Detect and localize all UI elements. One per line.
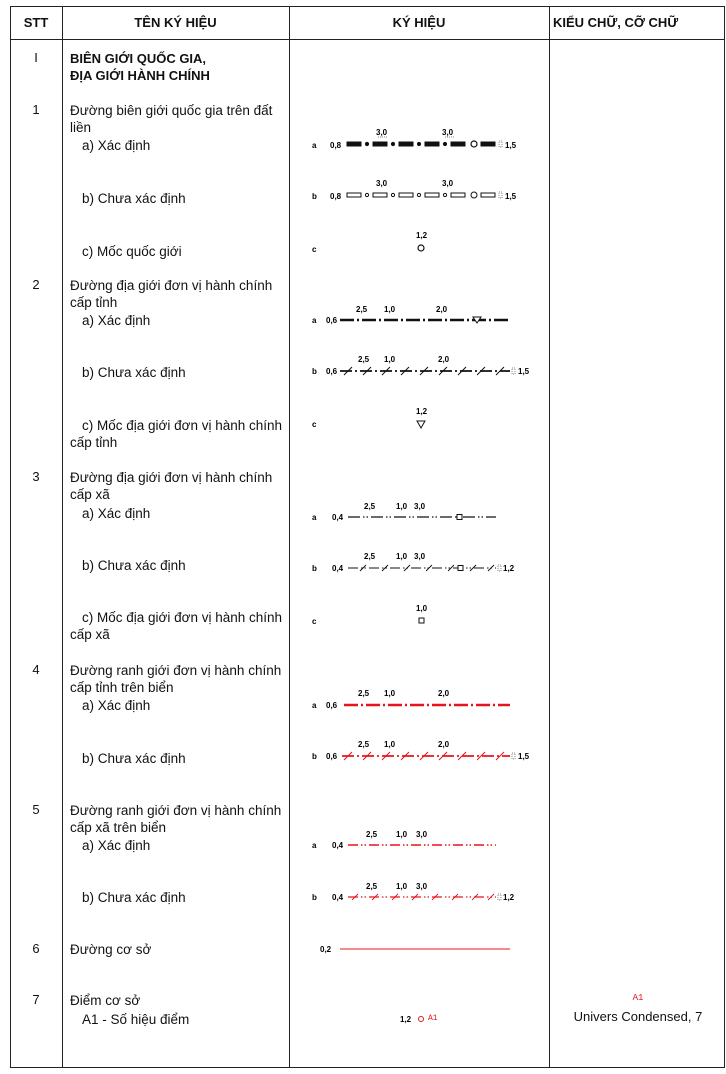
width-label: 0,4 <box>332 513 344 522</box>
row-number: 5 <box>32 802 40 817</box>
row-number: 6 <box>32 941 40 956</box>
symbol-variant: b) Chưa xác định <box>82 191 186 206</box>
font-spec: Univers Condensed, 7 <box>573 1009 703 1024</box>
row-number: 1 <box>32 102 40 117</box>
grid-line <box>289 6 290 1068</box>
section-title-line: BIÊN GIỚI QUỐC GIA, <box>70 51 207 66</box>
grid-line <box>724 6 725 1068</box>
symbol-7 <box>300 1003 540 1033</box>
symbol-variant: a) Xác định <box>82 313 151 328</box>
symbol-1c <box>300 230 540 260</box>
dim-label: 2,5 <box>364 502 376 511</box>
variant-letter: a <box>312 141 317 150</box>
symbol-4a <box>300 687 540 717</box>
dim-label: 2,5 <box>366 882 378 891</box>
grid-line <box>10 1067 725 1068</box>
variant-letter: c <box>312 245 317 254</box>
square-icon <box>458 566 463 571</box>
dim-label: 3,0 <box>414 552 426 561</box>
symbol-variant: c) Mốc quốc giới <box>82 244 182 259</box>
width-label: 0,8 <box>330 192 342 201</box>
symbol-2c <box>300 405 540 435</box>
symbol-2a <box>300 302 540 332</box>
symbol-variant: b) Chưa xác định <box>82 365 186 380</box>
dim-label: 1,0 <box>384 689 396 698</box>
end-label: 1,2 <box>503 893 515 902</box>
dim-label: 1,2 <box>416 231 428 240</box>
end-label: 1,5 <box>518 752 530 761</box>
dim-label: 3,0 <box>416 882 428 891</box>
dim-label: 2,5 <box>366 830 378 839</box>
variant-letter: c <box>312 617 317 626</box>
header-name: TÊN KÝ HIỆU <box>134 15 217 30</box>
variant-letter: b <box>312 752 317 761</box>
width-label: 0,4 <box>332 893 344 902</box>
symbol-2b <box>300 355 540 385</box>
dim-label: 2,5 <box>358 689 370 698</box>
end-label: 1,5 <box>505 192 517 201</box>
dim-label: 3,0 <box>416 830 428 839</box>
symbol-variant <box>70 417 285 451</box>
row-number: 3 <box>32 469 40 484</box>
dim-label: 2,5 <box>358 740 370 749</box>
width-label: 0,4 <box>332 841 344 850</box>
variant-letter: b <box>312 367 317 376</box>
symbol-name: Điểm cơ sở <box>70 993 141 1008</box>
symbol-5b <box>300 880 540 910</box>
symbol-variant: A1 - Số hiệu điểm <box>82 1012 190 1027</box>
end-label: 1,5 <box>505 141 517 150</box>
width-label: 0,6 <box>326 752 338 761</box>
symbol-variant-text: c) Mốc địa giới đơn vị hành chính cấp tỉnh <box>70 418 283 450</box>
dim-label: 1,0 <box>396 882 408 891</box>
symbol-variant <box>70 609 285 643</box>
dim-label: 2,0 <box>438 355 450 364</box>
width-label: 0,6 <box>326 316 338 325</box>
symbol-variant: a) Xác định <box>82 838 151 853</box>
symbol-name: Đường cơ sở <box>70 942 152 957</box>
row-number: 4 <box>32 662 40 677</box>
base-point-icon <box>419 1017 424 1022</box>
symbol-name: Đường ranh giới đơn vị hành chính cấp tỉnh trên biển <box>70 663 282 695</box>
border-marker-icon <box>418 245 424 251</box>
symbol-variant: b) Chưa xác định <box>82 558 186 573</box>
width-label: 0,6 <box>326 701 338 710</box>
variant-letter: b <box>312 893 317 902</box>
dim-label: 3,0 <box>376 179 388 188</box>
dim-label: 1,0 <box>396 552 408 561</box>
symbol-1a <box>300 125 540 155</box>
symbol-3c <box>300 602 540 632</box>
symbol-5a <box>300 827 540 857</box>
row-number: 2 <box>32 277 40 292</box>
dim-label: 2,0 <box>438 740 450 749</box>
symbol-variant: a) Xác định <box>82 506 151 521</box>
dim-label: 3,0 <box>376 128 388 137</box>
section-title-line: ĐỊA GIỚI HÀNH CHÍNH <box>70 68 210 83</box>
end-label: 1,2 <box>503 564 515 573</box>
dim-label: 3,0 <box>442 128 454 137</box>
dim-label: 2,5 <box>356 305 368 314</box>
dim-label: 1,2 <box>416 407 428 416</box>
symbol-name: Đường địa giới đơn vị hành chính cấp xã <box>70 470 273 502</box>
symbol-name: Đường ranh giới đơn vị hành chính cấp xã trên biển <box>70 803 282 835</box>
grid-line <box>549 6 550 1068</box>
dim-label: 1,0 <box>384 355 396 364</box>
symbol-name: Đường địa giới đơn vị hành chính cấp tỉnh <box>70 278 273 310</box>
variant-letter: b <box>312 564 317 573</box>
symbol-6 <box>300 935 540 965</box>
dim-label: 1,0 <box>396 830 408 839</box>
width-label: 0,4 <box>332 564 344 573</box>
dim-label: 1,2 <box>400 1015 412 1024</box>
symbol-variant-text: c) Mốc địa giới đơn vị hành chính cấp xã <box>70 610 283 642</box>
dim-label: 2,0 <box>436 305 448 314</box>
symbol-3b <box>300 551 540 581</box>
variant-letter: a <box>312 316 317 325</box>
grid-line <box>62 6 63 1068</box>
grid-line <box>10 6 11 1068</box>
row-number: I <box>34 50 38 65</box>
header-symbol: KÝ HIỆU <box>392 15 446 30</box>
dim-label: 2,5 <box>364 552 376 561</box>
variant-letter: c <box>312 420 317 429</box>
variant-letter: a <box>312 701 317 710</box>
section-title <box>70 50 285 84</box>
symbol-1b <box>300 178 540 208</box>
variant-letter: a <box>312 841 317 850</box>
header-stt: STT <box>23 15 49 30</box>
dim-label: 1,0 <box>416 604 428 613</box>
variant-letter: b <box>312 192 317 201</box>
line-pattern <box>347 137 495 147</box>
variant-letter: a <box>312 513 317 522</box>
font-sample: A1 <box>632 993 644 1003</box>
symbol-variant: b) Chưa xác định <box>82 751 186 766</box>
symbol-variant: a) Xác định <box>82 138 151 153</box>
triangle-marker-icon <box>417 421 425 428</box>
symbol-name: Đường biên giới quốc gia trên đất liền <box>70 103 273 135</box>
dim-label: 2,5 <box>358 355 370 364</box>
dim-label: 2,0 <box>438 689 450 698</box>
dim-label: 1,0 <box>384 305 396 314</box>
grid-line <box>10 39 725 40</box>
dim-label: 1,0 <box>384 740 396 749</box>
dim-label: 3,0 <box>442 179 454 188</box>
square-icon <box>457 515 462 520</box>
end-label: 1,5 <box>518 367 530 376</box>
width-label: 0,2 <box>320 945 332 954</box>
point-id-label: A1 <box>428 1014 438 1023</box>
symbol-variant: b) Chưa xác định <box>82 890 186 905</box>
header-font: KIỂU CHỮ, CỠ CHỮ <box>553 15 679 30</box>
square-marker-icon <box>419 618 424 623</box>
dim-label: 1,0 <box>396 502 408 511</box>
symbol-3a <box>300 499 540 529</box>
symbol-variant: a) Xác định <box>82 698 151 713</box>
width-label: 0,6 <box>326 367 338 376</box>
line-pattern <box>347 192 495 198</box>
tick-pattern <box>360 565 494 571</box>
dim-label: 3,0 <box>414 502 426 511</box>
symbol-4b <box>300 739 540 769</box>
row-number: 7 <box>32 992 40 1007</box>
width-label: 0,8 <box>330 141 342 150</box>
